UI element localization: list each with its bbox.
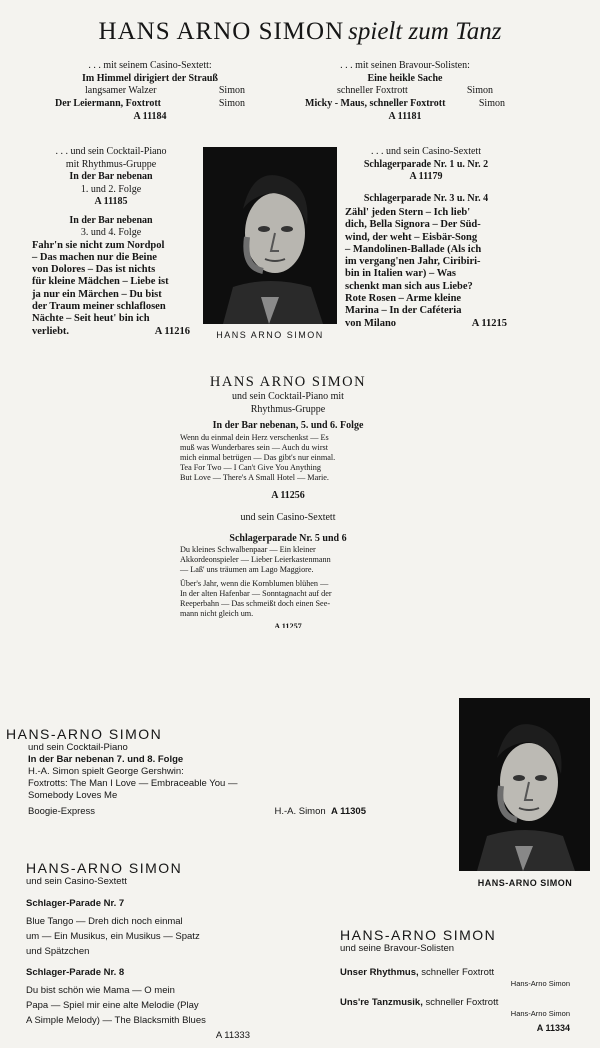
catalog-number: A 11215	[471, 317, 507, 329]
catalog-number: A 11257	[274, 622, 302, 629]
song-list-line: Tea For Two — I Can't Give You Anything	[180, 463, 321, 473]
song-list-line: für kleine Mädchen – Liebe ist	[32, 276, 169, 288]
song-list	[180, 433, 396, 484]
block-intro: und sein Cocktail-Piano mit	[232, 391, 344, 402]
song-title: Micky - Maus, schneller Foxtrott	[305, 97, 446, 109]
song-list-line: – Das machen nur die Beine	[32, 251, 157, 263]
song-list-line: Akkordeonspieler — Lieber Leierkastenmann	[180, 555, 331, 565]
song-list-line: muß was Wunderbares sein — Auch du wirst	[180, 442, 329, 452]
song-composer: Hans-Arno Simon	[510, 1009, 570, 1018]
song-list-line: dich, Bella Signora – Der Süd-	[345, 219, 481, 231]
song-list-line: der Traum meiner schlaflosen	[32, 300, 166, 312]
song-list-line: Blue Tango — Dreh dich noch einmal	[26, 916, 183, 927]
song-list-line: Rote Rosen – Arme kleine	[345, 293, 462, 305]
page-header	[40, 18, 560, 46]
song-genre: schneller Foxtrott	[337, 85, 408, 96]
song-list-line: – Mandolinen-Ballade (Als ich	[345, 243, 482, 255]
song-list-line: Zähl' jeden Stern – Ich lieb'	[345, 207, 471, 218]
song-list-line: Reeperbahn — Das schmeißt doch einen See-	[180, 599, 331, 609]
song-list-line: Über's Jahr, wenn die Kornblumen blühen —	[180, 578, 329, 588]
catalog-number: A 11256	[271, 489, 305, 501]
record-block-bravour-solisten-2	[340, 927, 570, 1034]
song-list-line: Du kleines Schwalbenpaar — Ein kleiner	[180, 545, 316, 555]
song-description: Foxtrotts: The Man I Love — Embraceable You —	[28, 778, 238, 789]
block-intro: . . . mit seinem Casino-Sextett:	[88, 60, 212, 71]
song-title: In der Bar nebenan 7. und 8. Folge	[28, 754, 184, 765]
song-subtitle: 1. und 2. Folge	[80, 183, 142, 195]
song-title: Der Leiermann, Foxtrott	[55, 97, 161, 109]
block-intro: und seine Bravour-Solisten	[340, 943, 455, 954]
record-block-bravour-solisten	[305, 60, 505, 124]
song-description: Somebody Loves Me	[28, 790, 118, 801]
song-title: Eine heikle Sache	[367, 72, 443, 84]
song-description: H.-A. Simon spielt George Gershwin:	[28, 766, 184, 777]
header-tagline: spielt zum Tanz	[348, 18, 502, 45]
portrait-photo	[203, 147, 337, 324]
artist-name: HANS ARNO SIMON	[209, 374, 367, 390]
record-block-cocktail-piano	[32, 146, 190, 338]
song-genre: schneller Foxtrott	[425, 997, 499, 1008]
artist-name: HANS-ARNO SIMON	[26, 860, 183, 876]
catalog-number: A 11185	[94, 196, 128, 207]
song-list-line: und Spätzchen	[26, 946, 90, 957]
portrait-icon	[203, 147, 337, 324]
block-intro: . . . und sein Cocktail-Piano	[55, 146, 167, 157]
artist-name: HANS-ARNO SIMON	[6, 726, 163, 742]
song-title: Im Himmel dirigiert der Strauß	[82, 72, 218, 84]
song-list-line: schenkt man sich aus Liebe?	[345, 280, 473, 292]
song-list-line: Wenn du einmal dein Herz verschenkst — Es	[180, 432, 329, 442]
photo-caption: HANS-ARNO SIMON	[477, 878, 573, 888]
song-list-line: bin in Italien war) – Was	[345, 268, 456, 280]
song-description: Boogie-Express	[28, 806, 96, 817]
song-list	[345, 207, 507, 330]
catalog-number: A 11181	[388, 111, 422, 122]
portrait-photo	[459, 698, 590, 871]
song-composer: Simon	[218, 85, 245, 96]
block-intro: . . . mit seinen Bravour-Solisten:	[340, 60, 470, 71]
song-list-line: Du bist schön wie Mama — O mein	[26, 985, 175, 996]
song-composer: H.-A. Simon	[274, 806, 326, 817]
song-list-line: mich einmal betrügen — Das gibt's nur einmal.	[180, 452, 336, 462]
song-list-line: Fahr'n sie nicht zum Nordpol	[32, 239, 165, 251]
song-list-line: Marina – In der Caféteria	[345, 305, 462, 317]
song-composer: Simon	[466, 85, 493, 96]
song-list	[180, 545, 396, 619]
catalog-number: A 11333	[215, 1030, 250, 1041]
song-composer: Hans-Arno Simon	[510, 979, 570, 988]
song-list	[32, 240, 190, 338]
song-title: In der Bar nebenan	[69, 171, 153, 182]
song-title: Schlagerparade Nr. 3 u. Nr. 4	[363, 192, 489, 204]
song-list	[26, 983, 256, 1028]
song-title: Unser Rhythmus,	[340, 967, 419, 978]
song-list	[26, 914, 256, 959]
block-intro: mit Rhythmus-Gruppe	[65, 158, 157, 170]
song-list-line: im vergang'nen Jahr, Ciribiri-	[345, 256, 481, 268]
catalog-number: A 11179	[409, 171, 443, 182]
catalog-number: A 11305	[330, 806, 366, 817]
song-title: In der Bar nebenan, 5. und 6. Folge	[212, 420, 364, 431]
record-block-schlagerparade	[345, 146, 507, 330]
block-intro: und sein Cocktail-Piano	[28, 742, 128, 753]
song-list-line: verliebt.	[32, 325, 70, 337]
header-name: HANS ARNO SIMON	[98, 18, 345, 45]
song-list-line: von Milano	[345, 317, 397, 329]
record-block-schlager-parade-7-8	[26, 860, 256, 1042]
song-genre: schneller Foxtrott	[421, 967, 495, 978]
song-title: Schlager-Parade Nr. 8	[26, 967, 125, 978]
song-list-line: mann nicht gleich um.	[180, 609, 254, 619]
song-title: Schlagerparade Nr. 5 und 6	[229, 532, 347, 544]
song-title: Schlagerparade Nr. 1 u. Nr. 2	[363, 158, 489, 170]
portrait-icon	[459, 698, 590, 871]
song-composer: Simon	[218, 97, 245, 109]
song-list-line: But Love — There's A Small Hotel — Marie.	[180, 473, 329, 483]
song-list-line: — Laß' uns träumen am Lago Maggiore.	[180, 565, 314, 575]
catalog-number: A 11184	[133, 111, 167, 122]
song-title: Schlager-Parade Nr. 7	[26, 898, 125, 909]
song-title: In der Bar nebenan	[69, 214, 153, 226]
song-list-line: In der alten Hafenbar — Sonntagnacht auf der	[180, 588, 332, 598]
block-intro: und sein Casino-Sextett	[26, 876, 127, 887]
catalog-number: A 11216	[154, 325, 190, 337]
record-block-cocktail-piano-gershwin	[6, 726, 366, 818]
block-intro: Rhythmus-Gruppe	[250, 403, 326, 415]
photo-caption: HANS ARNO SIMON	[216, 330, 324, 340]
record-block-casino-sextett	[55, 60, 245, 124]
song-list-line: Nächte – Seit heut' bin ich	[32, 313, 150, 325]
song-composer: Simon	[478, 97, 505, 109]
song-title: Uns're Tanzmusik,	[340, 997, 423, 1008]
artist-name: HANS-ARNO SIMON	[340, 927, 497, 943]
song-list-line: wind, der weht – Eisbär-Song	[345, 231, 478, 243]
catalog-number: A 11334	[536, 1023, 570, 1033]
song-subtitle: 3. und 4. Folge	[80, 227, 142, 238]
block-intro: . . . und sein Casino-Sextett	[371, 146, 481, 157]
song-genre: langsamer Walzer	[85, 85, 157, 96]
record-block-middle	[180, 374, 396, 628]
song-list-line: Papa — Spiel mir eine alte Melodie (Play	[26, 1000, 199, 1011]
song-list-line: um — Ein Musikus, ein Musikus — Spatz	[26, 931, 200, 942]
song-list-line: ja nur ein Märchen – Du bist	[32, 288, 162, 300]
song-list-line: von Dolores – Das ist nichts	[32, 264, 156, 276]
song-list-line: A Simple Melody) — The Blacksmith Blues	[26, 1015, 206, 1026]
block-intro: und sein Casino-Sextett	[240, 512, 336, 524]
